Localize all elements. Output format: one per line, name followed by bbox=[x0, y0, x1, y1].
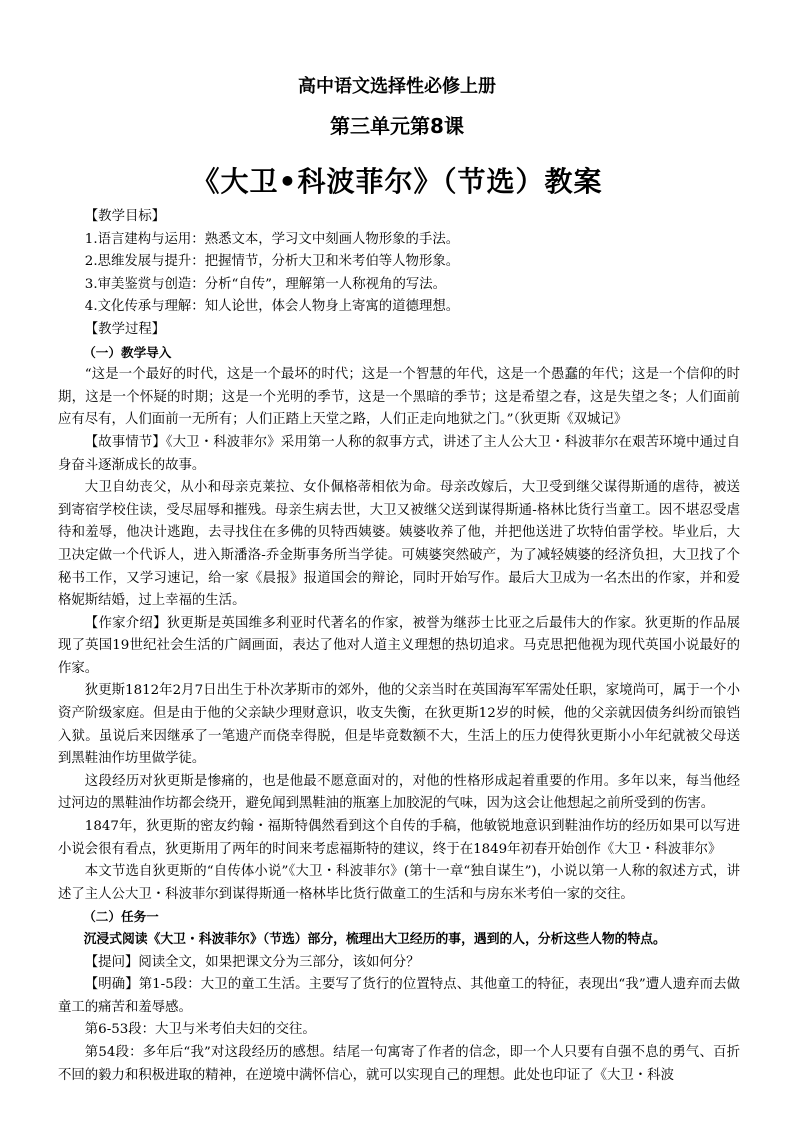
quote-paragraph: “这是一个最好的时代，这是一个最坏的时代；这是一个智慧的年代，这是一个愚蠢的年代；这是一个信仰的时期，这是一个怀疑的时期；这是一个光明的季节，这是一个黑暗的季节；这是希望之春，这是失望之冬；人们面前应有尽有，人们面前一无所有；人们正踏上天堂之路，人们正走向地狱之门。”（狄更斯《双城记》 bbox=[58, 367, 740, 428]
story-paragraph: 【故事情节】《大卫・科波菲尔》采用第一人称的叙事方式，讲述了主人公大卫・科波菲尔在艰苦环境中通过自身奋斗逐渐成长的故事。 bbox=[58, 434, 740, 473]
author-paragraph: 【作家介绍】狄更斯是英国维多利亚时代著名的作家，被誉为继莎士比亚之后最伟大的作家。狄更斯的作品展现了英国19世纪社会生活的广阔画面，表达了他对人道主义理想的热切追求。马克思把他视为现代英国小说最好的作家。 bbox=[58, 615, 740, 676]
document-body bbox=[58, 206, 740, 1087]
course-title: 高中语文选择性必修上册 bbox=[298, 76, 496, 97]
section-heading: （二）任务一 bbox=[83, 909, 159, 925]
author-bio-paragraph: 这段经历对狄更斯是惨痛的，也是他最不愿意面对的，对他的性格形成起着重要的作用。多年以来，每当他经过河边的黑鞋油作坊都会绕开，避免闻到黑鞋油的瓶塞上加胶泥的气味，因为这会让他想起之前所受到的伤害。 bbox=[58, 773, 740, 812]
process-heading: 【教学过程】 bbox=[84, 321, 166, 337]
task-paragraph: 沉浸式阅读《大卫・科波菲尔》（节选）部分，梳理出大卫经历的事，遇到的人，分析这些人物的特点。 bbox=[83, 932, 666, 947]
section-heading: （一）教学导入 bbox=[83, 344, 172, 360]
goal-item: 4.文化传承与理解：知人论世，体会人物身上寄寓的道德理想。 bbox=[84, 299, 460, 315]
goals-heading: 【教学目标】 bbox=[84, 209, 166, 224]
goal-item: 3.审美鉴赏与创造：分析“自传”，理解第一人称视角的写法。 bbox=[84, 276, 447, 292]
story-body-paragraph: 大卫自幼丧父，从小和母亲克莱拉、女仆佩格蒂相依为命。母亲改嫁后，大卫受到继父谋得斯通的虐待，被送到寄宿学校住读，受尽屈辱和摧残。母亲生病去世，大卫又被继父送到谋得斯通-格林比货行当童工。因不堪忍受虐待和羞辱，他决计逃跑，去寻找住在多佛的贝特西姨婆。姨婆收养了他，并把他送进了坎特伯雷学校。毕业后，大卫决定做一个代诉人，进入斯潘洛-乔金斯事务所当学徒。可姨婆突然破产，为了减轻姨婆的经济负担，大卫找了个秘书工作，又学习速记，给一家《晨报》报道国会的辩论，同时开始写作。最后大卫成为一名杰出的作家，并和爱格妮斯结婚，过上幸福的生活。 bbox=[58, 480, 740, 609]
unit-title: 第三单元第8课 bbox=[330, 114, 464, 138]
goal-item: 2.思维发展与提升：把握情节，分析大卫和米考伯等人物形象。 bbox=[84, 254, 460, 270]
answer-paragraph: 第54段：多年后“我”对这段经历的感想。结尾一句寓寄了作者的信念，即一个人只要有自强不息的勇气、百折不回的毅力和积极进取的精神，在逆境中满怀信心，就可以实现自己的理想。此处也印证了《大卫・科波 bbox=[58, 1044, 740, 1083]
question-paragraph: 【提问】阅读全文，如果把课文分为三部分，该如何分？ bbox=[84, 954, 420, 970]
goal-item: 1.语言建构与运用：熟悉文本，学习文中刻画人物形象的手法。 bbox=[84, 231, 460, 247]
lesson-title: 《大卫•科波菲尔》（节选）教案 bbox=[191, 165, 603, 198]
excerpt-paragraph: 本文节选自狄更斯的“自传体小说”《大卫・科波菲尔》(第十一章“独自谋生”)，小说以第一人称的叙述方式，讲述了主人公大卫・科波菲尔到谋得斯通一格林毕比货行做童工的生活和与房东米考伯一家的交往。 bbox=[58, 864, 740, 902]
author-bio-paragraph: 狄更斯1812年2月7日出生于朴次茅斯市的郊外，他的父亲当时在英国海军军需处任职，家境尚可，属于一个小资产阶级家庭。但是由于他的父亲缺少理财意识，收支失衡，在狄更斯12岁的时候，他的父亲就因债务纠纷而锒铛入狱。虽说后来因继承了一笔遗产而侥幸得脱，但是毕竟数额不大，生活上的压力使得狄更斯小小年纪就被父母送到黑鞋油作坊里做学徒。 bbox=[58, 683, 740, 767]
author-bio-paragraph: 1847年，狄更斯的密友约翰・福斯特偶然看到这个自传的手稿，他敏锐地意识到鞋油作坊的经历如果可以写进小说会很有看点，狄更斯用了两年的时间来考虑福斯特的建议，终于在1849年初春开始创作《大卫・科波菲尔》 bbox=[58, 819, 740, 857]
answer-paragraph: 【明确】第1-5段：大卫的童工生活。主要写了货行的位置特点、其他童工的特征，表现出“我”遭人遗弃而去做童工的痛苦和羞辱感。 bbox=[58, 977, 740, 1015]
answer-paragraph: 第6-53段：大卫与米考伯夫妇的交往。 bbox=[84, 1022, 316, 1038]
